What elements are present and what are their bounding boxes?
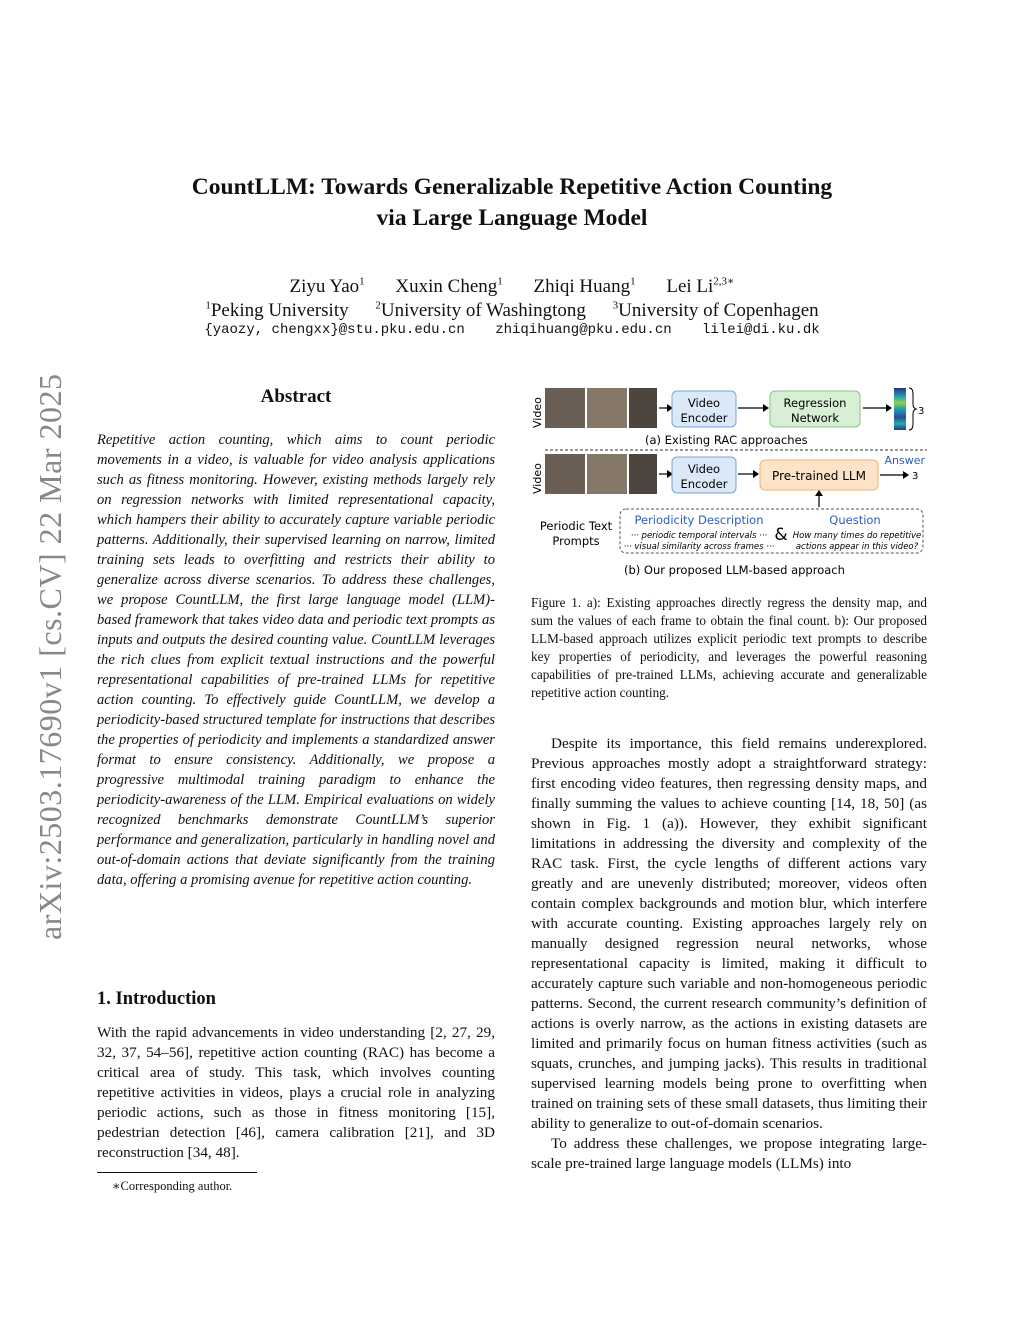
email: zhiqihuang@pku.edu.cn: [495, 322, 672, 338]
density-map-brace: [909, 388, 916, 430]
abstract-body: Repetitive action counting, which aims to count periodic movements in a video, is valuable for video analysis applications such as fitness monitoring. However, existing methods largely rely on regression networks with limited representational capacity, which hampers their ability to accurately capture variable periodic patterns. Additionally, their supervised learning on narrow, limited training sets leads to overfitting and restricts their ability to generalize across diverse scenarios. To address these challenges, we propose CountLLM, the first large language model (LLM)-based framework that takes video data and periodic text prompts as inputs and outputs the desired counting value. CountLLM leverages the rich clues from explicit textual instructions and the powerful representational capabilities of pre-trained LLMs for repetitive action counting. To effectively guide CountLLM, we develop a periodicity-based structured template for instructions that describes the properties of periodicity and implements a standardized answer format to ensure consistency. Additionally, we propose a progressive multimodal training paradigm to enhance the periodicity-awareness of the LLM. Empirical evaluations on widely recognized benchmarks demonstrate CountLLM’s superior performance and generalization, particularly in handling novel and out-of-domain actions that deviate significantly from the training data, offering a promising avenue for repetitive action counting.: [97, 432, 495, 888]
proposed-approach-label: (b) Our proposed LLM-based approach: [624, 563, 845, 577]
email: lilei@di.ku.dk: [702, 322, 820, 338]
introduction-paragraph: With the rapid advancements in video understanding [2, 27, 29, 32, 37, 54–56], repetitive action counting (RAC) has become a critical area of study. This task, which involves counting repetitive activities in videos, plays a crucial role in analyzing periodic actions, such as those in fitness monitoring [15], pedestrian detection [46], camera calibration [21], and 3D reconstruction [34, 48].: [97, 1024, 495, 1161]
density-map: [894, 388, 906, 430]
question-title: Question: [829, 513, 881, 527]
pretrained-llm-label: Pre-trained LLM: [772, 469, 866, 483]
video-label-b: Video: [531, 463, 544, 494]
author: Zhiqi Huang$^1$: [533, 276, 636, 298]
footnote: ∗Corresponding author.: [112, 1179, 233, 1193]
affiliation: $^1$Peking University: [205, 300, 349, 322]
author: Ziyu Yao$^1$: [289, 276, 365, 298]
author: Lei $Li^{2,3∗}$: [666, 276, 735, 298]
arrow-head: [903, 471, 909, 479]
arrow-head: [753, 470, 759, 478]
figure-1: [527, 384, 932, 584]
figure-1-caption: Figure 1. a): Existing approaches directly regress the density map, and sum the values of each frame to obtain the final count. b): Our proposed LLM-based approach utilizes explicit periodic text prompts to describe key properties of periodicity, and leverages the powerful reasoning capabilities of pre-trained LLMs, achieving accurate and generalizable repetitive action counting.: [531, 595, 927, 700]
video-encoder-label-b1: Video: [687, 462, 721, 476]
periodicity-line-1: ··· periodic temporal intervals ···: [630, 531, 768, 541]
affiliation: $^2$University of Washingtong: [375, 300, 586, 322]
abstract-heading: Abstract: [260, 386, 332, 407]
llm-output: 3: [912, 471, 919, 482]
ampersand: &: [774, 525, 788, 545]
right-column-body: [531, 734, 927, 1174]
prompts-label-2: Prompts: [552, 534, 600, 548]
section-heading-introduction: 1. Introduction: [97, 989, 216, 1009]
video-encoder-label-a1: Video: [687, 396, 721, 410]
regression-network-label-2: Network: [790, 411, 840, 425]
video-frame-3: [629, 388, 657, 428]
email: {yaozy, chengxx}@stu.pku.edu.cn: [204, 322, 465, 338]
answer-label: Answer: [884, 454, 925, 467]
video-encoder-label-a2: Encoder: [680, 411, 728, 425]
video-frame-3: [629, 454, 657, 494]
question-line-1: How many times do repetitive: [792, 531, 922, 541]
video-encoder-label-b2: Encoder: [680, 477, 728, 491]
question-line-2: actions appear in this video?: [795, 542, 919, 552]
paragraph: To address these challenges, we propose integrating large-scale pre-trained large language models (LLMs) into: [531, 1135, 927, 1172]
existing-approaches-label: (a) Existing RAC approaches: [645, 433, 808, 447]
video-frame-1: [545, 388, 585, 428]
author: Xuxin Cheng$^1$: [395, 276, 503, 298]
title-line-2: via Large Language Model: [376, 205, 648, 231]
regression-output: 3: [918, 406, 925, 417]
video-label-a: Video: [531, 397, 544, 428]
title-line-1: CountLLM: Towards Generalizable Repetitive Action Counting: [191, 174, 833, 200]
arrow-head: [815, 490, 823, 496]
regression-network-label-1: Regression: [783, 396, 847, 410]
affiliation-list: [0, 294, 1024, 323]
footnote-rule: [97, 1172, 257, 1173]
affiliation: $^3$University of Copenhagen: [612, 300, 819, 322]
paper-title: [0, 172, 1024, 234]
arrow-head: [886, 404, 892, 412]
prompts-label-1: Periodic Text: [539, 519, 613, 533]
video-frame-2: [587, 388, 627, 428]
periodicity-title: Periodicity Description: [634, 513, 764, 527]
email-list: [0, 322, 1024, 338]
arxiv-identifier-text: arXiv:2503.17690v1 [cs.CV] 22 Mar 2025: [32, 373, 68, 940]
periodicity-line-2: ··· visual similarity across frames ···: [623, 542, 775, 552]
arxiv-identifier: [24, 350, 74, 950]
arrow-head: [763, 404, 769, 412]
paragraph: Despite its importance, this field remains underexplored. Previous approaches mostly adopt a straightforward strategy: first encoding video features, then regressing density maps, and finally summing the values to achieve counting [14, 18, 50] (as shown in Fig. 1 (a)). However, they exhibit significant limitations in addressing the diversity and complexity of the RAC task. First, the cycle lengths of different actions vary greatly and are unevenly distributed; moreover, videos often contain complex backgrounds and motion blur, which interfere with accurate counting. Existing approaches largely rely on manually designed regression neural networks, whose representational capacity is limited, making it difficult to accurately capture such variable and non-homogeneous periodic patterns. Second, the current research community’s definition of actions is overly narrow, as the actions in existing datasets are limited and primarily focus on human fitness activities (such as squats, crunches, and jumping jacks). This results in traditional supervised learning models being prone to overfitting when trained on training sets of these small datasets, thus limiting their ability to generalize to out-of-domain scenarios.: [531, 735, 927, 1132]
video-frame-2: [587, 454, 627, 494]
video-frame-1: [545, 454, 585, 494]
